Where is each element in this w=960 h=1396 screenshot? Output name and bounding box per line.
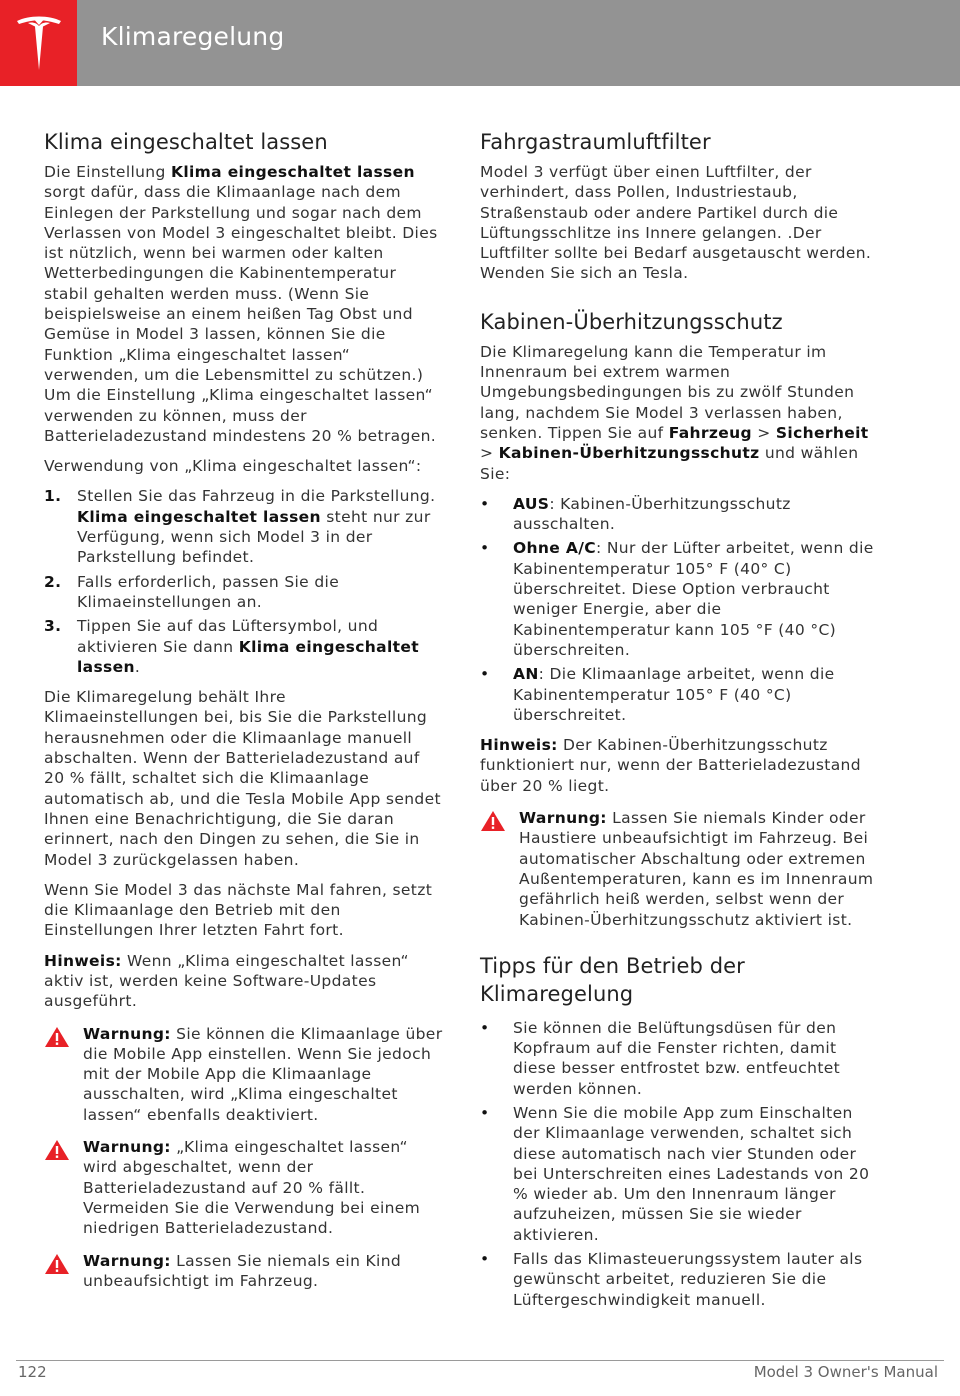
section-heading-climate-tips: Tipps für den Betrieb der Klimaregelung (480, 953, 745, 1006)
page-header (0, 0, 960, 86)
list-item: • AN: Die Klimaanlage arbeitet, wenn die Kabinentemperatur 105° F (40 °C) überschreitet. (480, 665, 835, 724)
keep-climate-steps (44, 486, 444, 677)
note-software-updates: Hinweis: Wenn „Klima eingeschaltet lassen“ aktiv ist, werden keine Software-Updates ausgeführt. (44, 951, 409, 1011)
warning-box (44, 1251, 444, 1292)
warning-text: Warnung: Lassen Sie niemals Kinder oder Haustiere unbeaufsichtigt im Fahrzeug. Bei automatischer Abschaltung oder extremen Außentemperaturen, kann es im Innenraum gefährlich heiß werden, selbst wenn der Kabinen-Überhitzungsschutz aktiviert ist. (519, 809, 874, 929)
warning-box (44, 1137, 444, 1238)
warning-triangle-icon (44, 1139, 70, 1161)
warning-text: Warnung: Sie können die Klimaanlage über die Mobile App einstellen. Wenn Sie jedoch mit der Mobile App die Klimaanlage ausschalten, wird „Klima eingeschaltet lassen“ ebenfalls deaktiviert. (83, 1024, 443, 1124)
keep-climate-intro: Die Einstellung Klima eingeschaltet lassen sorgt dafür, dass die Klimaanlage nach dem Einlegen der Parkstellung und sogar nach dem Verlassen von Model 3 eingeschaltet bleibt. Dies ist nützlich, wenn bei warmen oder kalten Wetterbedingungen die Kabinentemperatur stabil gehalten werden muss. (Wenn Sie beispielsweise an einem heißen Tag Obst und Gemüse in Model 3 lassen, können Sie die Funktion „Klima eingeschaltet lassen“ verwenden, um die Lebensmittel zu schützen.) Um die Einstellung „Klima eingeschaltet lassen“ verwenden zu können, muss der Batterieladezustand mindestens 20 % betragen. (44, 163, 438, 445)
cabin-filter-text: Model 3 verfügt über einen Luftfilter, der verhindert, dass Pollen, Industriestaub, Straßenstaub oder andere Partikel durch die Lüftungsschlitze ins Innere gelangen. .Der Luftfilter sollte bei Bedarf ausgetauscht werden. Wenden Sie sich an Tesla. (480, 163, 872, 283)
climate-tips-list (480, 1018, 880, 1310)
list-item: • Wenn Sie die mobile App zum Einschalten der Klimaanlage verwenden, schaltet sich diese automatisch nach vier Stunden oder bei Unterschreiten eines Ladestands von 20 % wieder ab. Um den Innenraum länger aufzuheizen, müssen Sie sie wieder aktivieren. (480, 1103, 870, 1244)
keep-climate-usage-intro: Verwendung von „Klima eingeschaltet lassen“: (44, 457, 422, 476)
section-heading-overheat-protection: Kabinen-Überhitzungsschutz (480, 309, 783, 334)
footer-divider (16, 1360, 944, 1361)
list-item: • AUS: Kabinen-Überhitzungsschutz ausschalten. (480, 494, 791, 534)
list-item: 3. Tippen Sie auf das Lüftersymbol, und aktivieren Sie dann Klima eingeschaltet lassen. (44, 617, 420, 676)
page-title: Klimaregelung (101, 22, 285, 51)
page-number: 122 (18, 1363, 47, 1381)
list-item: 1. Stellen Sie das Fahrzeug in die Parkstellung. Klima eingeschaltet lassen steht nur zur Verfügung, wenn sich Model 3 in der Parkstellung befindet. (44, 487, 436, 567)
manual-title: Model 3 Owner's Manual (753, 1363, 938, 1381)
overheat-intro: Die Klimaregelung kann die Temperatur im Innenraum bei extrem warmen Umgebungsbedingungen bis zu zwölf Stunden lang, nachdem Sie Model 3 verlassen haben, senken. Tippen Sie auf Fahrzeug > Sicherheit > Kabinen-Überhitzungsschutz und wählen Sie: (480, 342, 869, 483)
list-item: • Sie können die Belüftungsdüsen für den Kopfraum auf die Fenster richten, damit diese besser entfrostet bzw. entfeuchtet werden können. (480, 1018, 841, 1098)
keep-climate-behavior: Die Klimaregelung behält Ihre Klimaeinstellungen bei, bis Sie die Parkstellung herausnehmen oder die Klimaanlage manuell abschalten. Wenn der Batterieladezustand auf 20 % fällt, schaltet sich die Klimaanlage automatisch ab, und die Tesla Mobile App sendet Ihnen eine Benachrichtigung, die Sie daran erinnert, nach den Dingen zu sehen, die Sie in Model 3 zurückgelassen haben. (44, 688, 441, 869)
note-overheat-battery: Hinweis: Der Kabinen-Überhitzungsschutz funktioniert nur, wenn der Batterieladezustand über 20 % liegt. (480, 736, 861, 795)
warning-box (480, 808, 880, 930)
warning-triangle-icon (44, 1026, 70, 1048)
list-item: 2. Falls erforderlich, passen Sie die Klimaeinstellungen an. (44, 572, 340, 611)
warning-triangle-icon (44, 1253, 70, 1275)
warning-text: Warnung: Lassen Sie niemals ein Kind unbeaufsichtigt im Fahrzeug. (83, 1251, 402, 1290)
tesla-logo-icon (14, 13, 64, 73)
warning-triangle-icon (480, 810, 506, 832)
logo-box (0, 0, 77, 86)
section-heading-keep-climate: Klima eingeschaltet lassen (44, 130, 328, 154)
keep-climate-next-drive: Wenn Sie Model 3 das nächste Mal fahren, setzt die Klimaanlage den Betrieb mit den Einstellungen Ihrer letzten Fahrt fort. (44, 880, 433, 940)
warning-text: Warnung: „Klima eingeschaltet lassen“ wird abgeschaltet, wenn der Batterieladezustand auf 20 % fällt. Vermeiden Sie die Verwendung bei einem niedrigen Batterieladezustand. (83, 1138, 421, 1238)
left-column (44, 128, 444, 1291)
overheat-options (480, 494, 880, 725)
list-item: • Falls das Klimasteuerungssystem lauter als gewünscht arbeitet, reduzieren Sie die Lüftergeschwindigkeit manuell. (480, 1250, 863, 1309)
right-column (480, 128, 880, 1310)
list-item: • Ohne A/C: Nur der Lüfter arbeitet, wenn die Kabinentemperatur 105° F (40° C) überschreitet. Diese Option verbraucht weniger Energie, aber die Kabinentemperatur kann 105 °F (40 °C) überschreiten. (480, 539, 874, 659)
warning-box (44, 1024, 444, 1125)
section-heading-cabin-filter: Fahrgastraumluftfilter (480, 130, 711, 154)
